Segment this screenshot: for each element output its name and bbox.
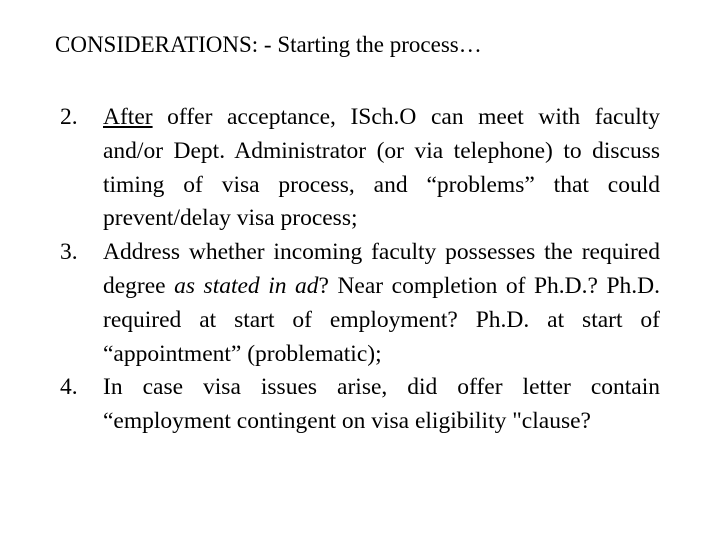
list-item-text: offer acceptance, ISch.O can meet with faculty and/or Dept. Administrator (or via telephone) to discuss timing of visa process, and “problems” that could prevent/delay visa process; xyxy=(103,104,660,232)
list-number: 2. xyxy=(60,104,78,130)
italic-phrase: as stated in ad xyxy=(174,272,319,299)
slide-title: CONSIDERATIONS: - Starting the process… xyxy=(55,32,482,57)
list-item-2 xyxy=(60,101,660,236)
list-item-3 xyxy=(60,236,660,371)
list-item-4 xyxy=(60,371,660,439)
list-item-text-cont: ? Near completion of Ph.D.? Ph.D. required at start of employment? Ph.D. at start of “appointment” (problematic); xyxy=(103,272,661,367)
considerations-list xyxy=(60,101,660,439)
list-item-text: Address whether incoming faculty possesses the required degree xyxy=(103,239,660,299)
underlined-after: After xyxy=(103,104,153,130)
list-number: 3. xyxy=(60,239,78,266)
list-item-text: In case visa issues arise, did offer letter contain “employment contingent on visa eligibility "clause? xyxy=(103,374,660,435)
list-number: 4. xyxy=(60,374,78,401)
